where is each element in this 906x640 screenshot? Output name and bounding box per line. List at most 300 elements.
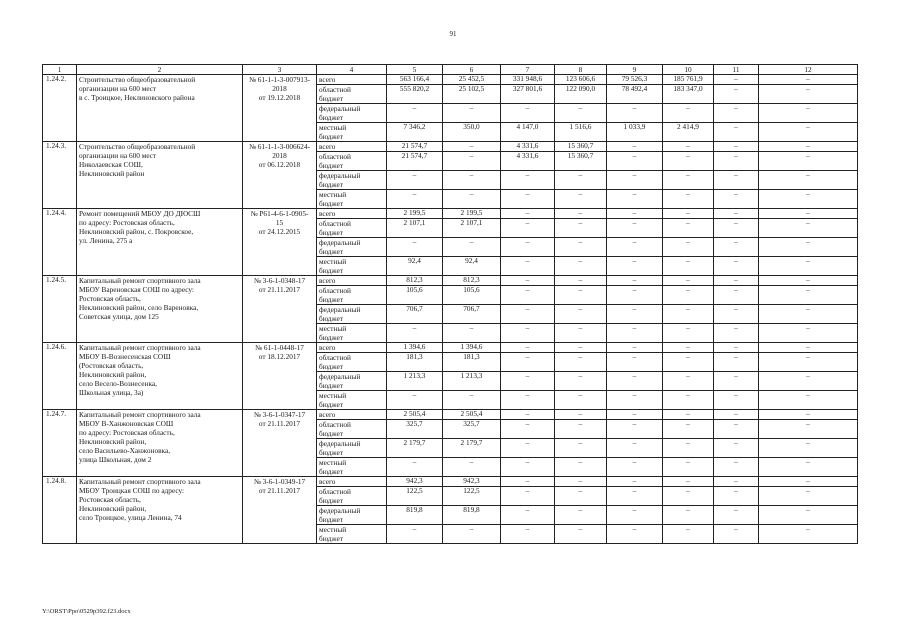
amount-cell: –	[663, 477, 714, 487]
amount-cell: 105,6	[443, 286, 501, 305]
amount-cell: 105,6	[387, 286, 443, 305]
amount-cell: –	[759, 525, 858, 544]
funding-source	[317, 209, 387, 219]
page-number: 91	[449, 30, 457, 38]
amount-cell: 181,3	[443, 353, 501, 372]
amount-cell: 181,3	[387, 353, 443, 372]
text-line: МБОУ В-Ханжоновская СОШ	[79, 419, 174, 428]
text-line: бюджет	[319, 228, 343, 237]
column-header: 2	[77, 65, 243, 75]
amount-cell: –	[759, 420, 858, 439]
amount-cell: –	[759, 190, 858, 209]
amount-cell: –	[663, 171, 714, 190]
object-name	[77, 276, 243, 343]
amount-cell: –	[501, 410, 555, 420]
funding-source	[317, 85, 387, 104]
amount-cell: –	[501, 343, 555, 353]
amount-cell: –	[607, 305, 663, 324]
amount-cell: 325,7	[387, 420, 443, 439]
amount-cell: –	[501, 104, 555, 123]
amount-cell: –	[501, 190, 555, 209]
funding-source	[317, 410, 387, 420]
text-line: от 24.12.2015	[258, 227, 301, 236]
amount-cell: –	[759, 142, 858, 152]
amount-cell: –	[443, 104, 501, 123]
amount-cell: –	[663, 525, 714, 544]
amount-cell: –	[555, 257, 607, 276]
amount-cell: –	[714, 104, 759, 123]
text-line: село Весело-Вознесенка,	[79, 379, 157, 388]
amount-cell: 812,3	[387, 276, 443, 286]
table-row	[43, 477, 858, 487]
budget-table	[42, 64, 858, 544]
amount-cell: –	[759, 238, 858, 257]
amount-cell: –	[714, 85, 759, 104]
text-line: Ремонт помещений МБОУ ДО ДЮСШ	[79, 209, 201, 218]
funding-source	[317, 353, 387, 372]
item-number: 1.24.5.	[43, 276, 77, 343]
amount-cell: –	[663, 257, 714, 276]
text-line: федеральный	[319, 171, 361, 180]
amount-cell: –	[714, 142, 759, 152]
text-line: № Р61-4-6-1-0905-	[250, 209, 309, 218]
funding-source	[317, 525, 387, 544]
amount-cell: –	[759, 219, 858, 238]
amount-cell: –	[607, 190, 663, 209]
text-line: федеральный	[319, 238, 361, 247]
amount-cell: –	[607, 439, 663, 458]
text-line: федеральный	[319, 104, 361, 113]
table-row	[43, 142, 858, 152]
amount-cell: –	[555, 104, 607, 123]
funding-source	[317, 305, 387, 324]
amount-cell: 325,7	[443, 420, 501, 439]
column-header: 4	[317, 65, 387, 75]
funding-source	[317, 391, 387, 410]
amount-cell: –	[759, 372, 858, 391]
amount-cell: –	[443, 458, 501, 477]
text-line: № 3-6-1-0347-17	[253, 410, 306, 419]
item-number: 1.24.6.	[43, 343, 77, 410]
text-line: Неклиновский район, с. Покровское,	[79, 227, 194, 236]
amount-cell: –	[555, 276, 607, 286]
amount-cell: –	[501, 353, 555, 372]
amount-cell: –	[607, 458, 663, 477]
text-line: бюджет	[319, 362, 343, 371]
text-line: от 21.11.2017	[258, 285, 301, 294]
amount-cell: 25 102,5	[443, 85, 501, 104]
amount-cell: –	[714, 286, 759, 305]
amount-cell: –	[443, 142, 501, 152]
amount-cell: –	[555, 324, 607, 343]
amount-cell: –	[663, 238, 714, 257]
text-line: Неклиновский район	[79, 169, 145, 178]
amount-cell: –	[714, 324, 759, 343]
item-number: 1.24.3.	[43, 142, 77, 209]
object-name	[77, 477, 243, 544]
amount-cell: 2 179,7	[387, 439, 443, 458]
item-number: 1.24.4.	[43, 209, 77, 276]
column-header: 6	[443, 65, 501, 75]
funding-source	[317, 286, 387, 305]
text-line: бюджет	[319, 180, 343, 189]
text-line: улица Школьная, дом 2	[79, 455, 152, 464]
amount-cell: 2 107,1	[443, 219, 501, 238]
amount-cell: –	[555, 219, 607, 238]
text-line: МБОУ Вареновская СОШ по адресу:	[79, 285, 194, 294]
amount-cell: –	[555, 305, 607, 324]
amount-cell: –	[759, 257, 858, 276]
text-line: федеральный	[319, 506, 361, 515]
text-line: областной	[319, 353, 351, 362]
column-header: 11	[714, 65, 759, 75]
table-row	[43, 343, 858, 353]
amount-cell: –	[555, 477, 607, 487]
text-line: от 21.11.2017	[258, 419, 301, 428]
amount-cell: 1 394,6	[443, 343, 501, 353]
text-line: МБОУ В-Вознесенская СОШ	[79, 352, 171, 361]
amount-cell: –	[555, 372, 607, 391]
funding-source	[317, 190, 387, 209]
text-line: бюджет	[319, 94, 343, 103]
amount-cell: –	[759, 410, 858, 420]
funding-source	[317, 458, 387, 477]
amount-cell: –	[443, 324, 501, 343]
text-line: местный	[319, 190, 347, 199]
amount-cell: –	[607, 142, 663, 152]
amount-cell: –	[501, 420, 555, 439]
footer-file-path: Y:\ORST\Ppo\0529p392.f23.docx	[42, 608, 131, 615]
amount-cell: –	[759, 506, 858, 525]
text-line: Строительство общеобразовательной	[79, 75, 196, 84]
amount-cell: –	[714, 477, 759, 487]
expertise-document	[243, 410, 317, 477]
amount-cell: –	[387, 458, 443, 477]
text-line: Капитальный ремонт спортивного зала	[79, 343, 201, 352]
amount-cell: –	[501, 439, 555, 458]
text-line: Ростовская область,	[79, 495, 141, 504]
amount-cell: –	[714, 487, 759, 506]
text-line: областной	[319, 219, 351, 228]
amount-cell: –	[663, 276, 714, 286]
object-name	[77, 142, 243, 209]
amount-cell: 25 452,5	[443, 75, 501, 85]
amount-cell: –	[443, 171, 501, 190]
text-line: Ростовская область,	[79, 294, 141, 303]
text-line: Неклиновский район,	[79, 504, 147, 513]
amount-cell: 331 948,6	[501, 75, 555, 85]
amount-cell: –	[443, 190, 501, 209]
amount-cell: –	[387, 104, 443, 123]
expertise-document	[243, 276, 317, 343]
text-line: бюджет	[319, 314, 343, 323]
amount-cell: –	[387, 324, 443, 343]
amount-cell: 122 090,0	[555, 85, 607, 104]
amount-cell: 942,3	[443, 477, 501, 487]
amount-cell: 2 199,5	[387, 209, 443, 219]
text-line: всего	[319, 209, 336, 218]
funding-source	[317, 487, 387, 506]
amount-cell: –	[555, 209, 607, 219]
amount-cell: –	[555, 286, 607, 305]
amount-cell: 1 394,6	[387, 343, 443, 353]
text-line: по адресу: Ростовская область,	[79, 218, 175, 227]
amount-cell: –	[663, 305, 714, 324]
text-line: село Васильево-Ханжоновка,	[79, 446, 171, 455]
text-line: бюджет	[319, 113, 343, 122]
object-name	[77, 343, 243, 410]
amount-cell: 185 761,9	[663, 75, 714, 85]
text-line: федеральный	[319, 305, 361, 314]
amount-cell: –	[663, 104, 714, 123]
funding-source	[317, 171, 387, 190]
amount-cell: –	[555, 238, 607, 257]
column-header: 5	[387, 65, 443, 75]
amount-cell: –	[714, 152, 759, 171]
amount-cell: –	[387, 238, 443, 257]
amount-cell: –	[663, 391, 714, 410]
amount-cell: –	[759, 353, 858, 372]
amount-cell: –	[759, 305, 858, 324]
amount-cell: –	[663, 439, 714, 458]
amount-cell: –	[501, 391, 555, 410]
amount-cell: –	[714, 171, 759, 190]
text-line: № 3-6-1-0348-17	[253, 276, 306, 285]
amount-cell: –	[663, 458, 714, 477]
amount-cell: –	[607, 219, 663, 238]
text-line: всего	[319, 477, 336, 486]
text-line: Советская улица, дом 125	[79, 312, 159, 321]
expertise-document	[243, 477, 317, 544]
amount-cell: –	[714, 123, 759, 142]
funding-source	[317, 506, 387, 525]
text-line: № 61-1-1-3-006624-	[248, 142, 311, 151]
funding-source	[317, 219, 387, 238]
text-line: от 19.12.2018	[258, 93, 301, 102]
amount-cell: –	[607, 477, 663, 487]
text-line: бюджет	[319, 429, 343, 438]
expertise-document	[243, 142, 317, 209]
amount-cell: –	[443, 238, 501, 257]
text-line: бюджет	[319, 295, 343, 304]
text-line: местный	[319, 324, 347, 333]
amount-cell: –	[759, 171, 858, 190]
object-name	[77, 410, 243, 477]
funding-source	[317, 477, 387, 487]
amount-cell: –	[607, 353, 663, 372]
text-line: Капитальный ремонт спортивного зала	[79, 477, 201, 486]
amount-cell: –	[607, 257, 663, 276]
amount-cell: –	[759, 458, 858, 477]
amount-cell: 1 213,3	[443, 372, 501, 391]
amount-cell: –	[714, 525, 759, 544]
text-line: Неклиновский район, село Вареновка,	[79, 303, 199, 312]
funding-source	[317, 142, 387, 152]
amount-cell: –	[607, 372, 663, 391]
text-line: местный	[319, 123, 347, 132]
amount-cell: –	[714, 75, 759, 85]
amount-cell: 4 331,6	[501, 152, 555, 171]
text-line: всего	[319, 142, 336, 151]
amount-cell: –	[501, 219, 555, 238]
text-line: № 61-1-0448-17	[255, 343, 304, 352]
amount-cell: –	[607, 286, 663, 305]
amount-cell: –	[759, 123, 858, 142]
amount-cell: –	[759, 286, 858, 305]
amount-cell: –	[501, 257, 555, 276]
amount-cell: –	[555, 487, 607, 506]
amount-cell: –	[714, 372, 759, 391]
amount-cell: –	[501, 372, 555, 391]
text-line: бюджет	[319, 161, 343, 170]
text-line: (Ростовская область,	[79, 361, 144, 370]
text-line: от 18.12.2017	[258, 352, 301, 361]
amount-cell: 706,7	[387, 305, 443, 324]
funding-source	[317, 104, 387, 123]
amount-cell: 123 606,6	[555, 75, 607, 85]
amount-cell: –	[607, 506, 663, 525]
text-line: местный	[319, 458, 347, 467]
amount-cell: –	[607, 104, 663, 123]
text-line: федеральный	[319, 439, 361, 448]
amount-cell: –	[501, 276, 555, 286]
amount-cell: –	[714, 190, 759, 209]
amount-cell: 1 516,6	[555, 123, 607, 142]
amount-cell: –	[663, 487, 714, 506]
text-line: всего	[319, 343, 336, 352]
amount-cell: 79 526,3	[607, 75, 663, 85]
text-line: бюджет	[319, 132, 343, 141]
amount-cell: –	[759, 391, 858, 410]
amount-cell: –	[714, 257, 759, 276]
object-name	[77, 209, 243, 276]
text-line: Неклиновский район,	[79, 370, 147, 379]
amount-cell: –	[759, 152, 858, 171]
amount-cell: 7 346,2	[387, 123, 443, 142]
amount-cell: –	[663, 286, 714, 305]
amount-cell: –	[714, 238, 759, 257]
amount-cell: –	[387, 391, 443, 410]
text-line: 2018	[272, 84, 287, 93]
amount-cell: –	[714, 353, 759, 372]
column-header: 8	[555, 65, 607, 75]
column-header: 9	[607, 65, 663, 75]
text-line: областной	[319, 420, 351, 429]
amount-cell: –	[501, 487, 555, 506]
text-line: всего	[319, 276, 336, 285]
column-header: 10	[663, 65, 714, 75]
amount-cell: –	[443, 391, 501, 410]
amount-cell: 15 360,7	[555, 142, 607, 152]
amount-cell: –	[501, 171, 555, 190]
amount-cell: –	[663, 324, 714, 343]
text-line: бюджет	[319, 247, 343, 256]
text-line: областной	[319, 487, 351, 496]
funding-source	[317, 152, 387, 171]
amount-cell: –	[759, 487, 858, 506]
amount-cell: –	[714, 506, 759, 525]
amount-cell: –	[555, 343, 607, 353]
amount-cell: –	[555, 171, 607, 190]
item-number: 1.24.7.	[43, 410, 77, 477]
amount-cell: –	[555, 525, 607, 544]
amount-cell: 92,4	[443, 257, 501, 276]
amount-cell: 819,8	[387, 506, 443, 525]
amount-cell: –	[387, 171, 443, 190]
text-line: местный	[319, 391, 347, 400]
amount-cell: 2 179,7	[443, 439, 501, 458]
amount-cell: –	[759, 209, 858, 219]
text-line: 15	[275, 218, 284, 227]
amount-cell: –	[663, 142, 714, 152]
text-line: бюджет	[319, 534, 343, 543]
amount-cell: –	[759, 439, 858, 458]
amount-cell: –	[501, 506, 555, 525]
text-line: бюджет	[319, 333, 343, 342]
text-line: организации на 600 мест	[79, 84, 157, 93]
table-row	[43, 75, 858, 85]
amount-cell: –	[759, 324, 858, 343]
text-line: областной	[319, 152, 351, 161]
amount-cell: –	[714, 219, 759, 238]
text-line: в с. Троицкое, Неклиновского района	[79, 93, 195, 102]
amount-cell: –	[714, 410, 759, 420]
text-line: № 61-1-1-3-007913-	[248, 75, 311, 84]
amount-cell: 2 505,4	[387, 410, 443, 420]
funding-source	[317, 75, 387, 85]
column-header: 7	[501, 65, 555, 75]
amount-cell: –	[663, 420, 714, 439]
amount-cell: –	[555, 410, 607, 420]
amount-cell: –	[607, 209, 663, 219]
table-body	[43, 65, 858, 544]
amount-cell: –	[501, 324, 555, 343]
amount-cell: 942,3	[387, 477, 443, 487]
text-line: МБОУ Троицкая СОШ по адресу:	[79, 486, 185, 495]
amount-cell: 183 347,0	[663, 85, 714, 104]
funding-source	[317, 324, 387, 343]
amount-cell: 327 801,6	[501, 85, 555, 104]
amount-cell: –	[663, 219, 714, 238]
text-line: бюджет	[319, 448, 343, 457]
amount-cell: 819,8	[443, 506, 501, 525]
text-line: село Троицкое, улица Ленина, 74	[79, 513, 182, 522]
amount-cell: 15 360,7	[555, 152, 607, 171]
amount-cell: –	[607, 391, 663, 410]
amount-cell: –	[387, 525, 443, 544]
amount-cell: –	[607, 420, 663, 439]
amount-cell: 2 107,1	[387, 219, 443, 238]
amount-cell: 1 033,9	[607, 123, 663, 142]
amount-cell: 563 166,4	[387, 75, 443, 85]
funding-source	[317, 343, 387, 353]
amount-cell: –	[663, 372, 714, 391]
funding-source	[317, 257, 387, 276]
text-line: областной	[319, 286, 351, 295]
amount-cell: –	[555, 458, 607, 477]
text-line: всего	[319, 75, 336, 84]
amount-cell: –	[663, 506, 714, 525]
amount-cell: 350,0	[443, 123, 501, 142]
text-line: Капитальный ремонт спортивного зала	[79, 410, 201, 419]
text-line: 2018	[272, 151, 287, 160]
item-number: 1.24.8.	[43, 477, 77, 544]
text-line: всего	[319, 410, 336, 419]
amount-cell: –	[607, 525, 663, 544]
text-line: организации на 600 мест	[79, 151, 157, 160]
amount-cell: 21 574,7	[387, 142, 443, 152]
text-line: бюджет	[319, 400, 343, 409]
